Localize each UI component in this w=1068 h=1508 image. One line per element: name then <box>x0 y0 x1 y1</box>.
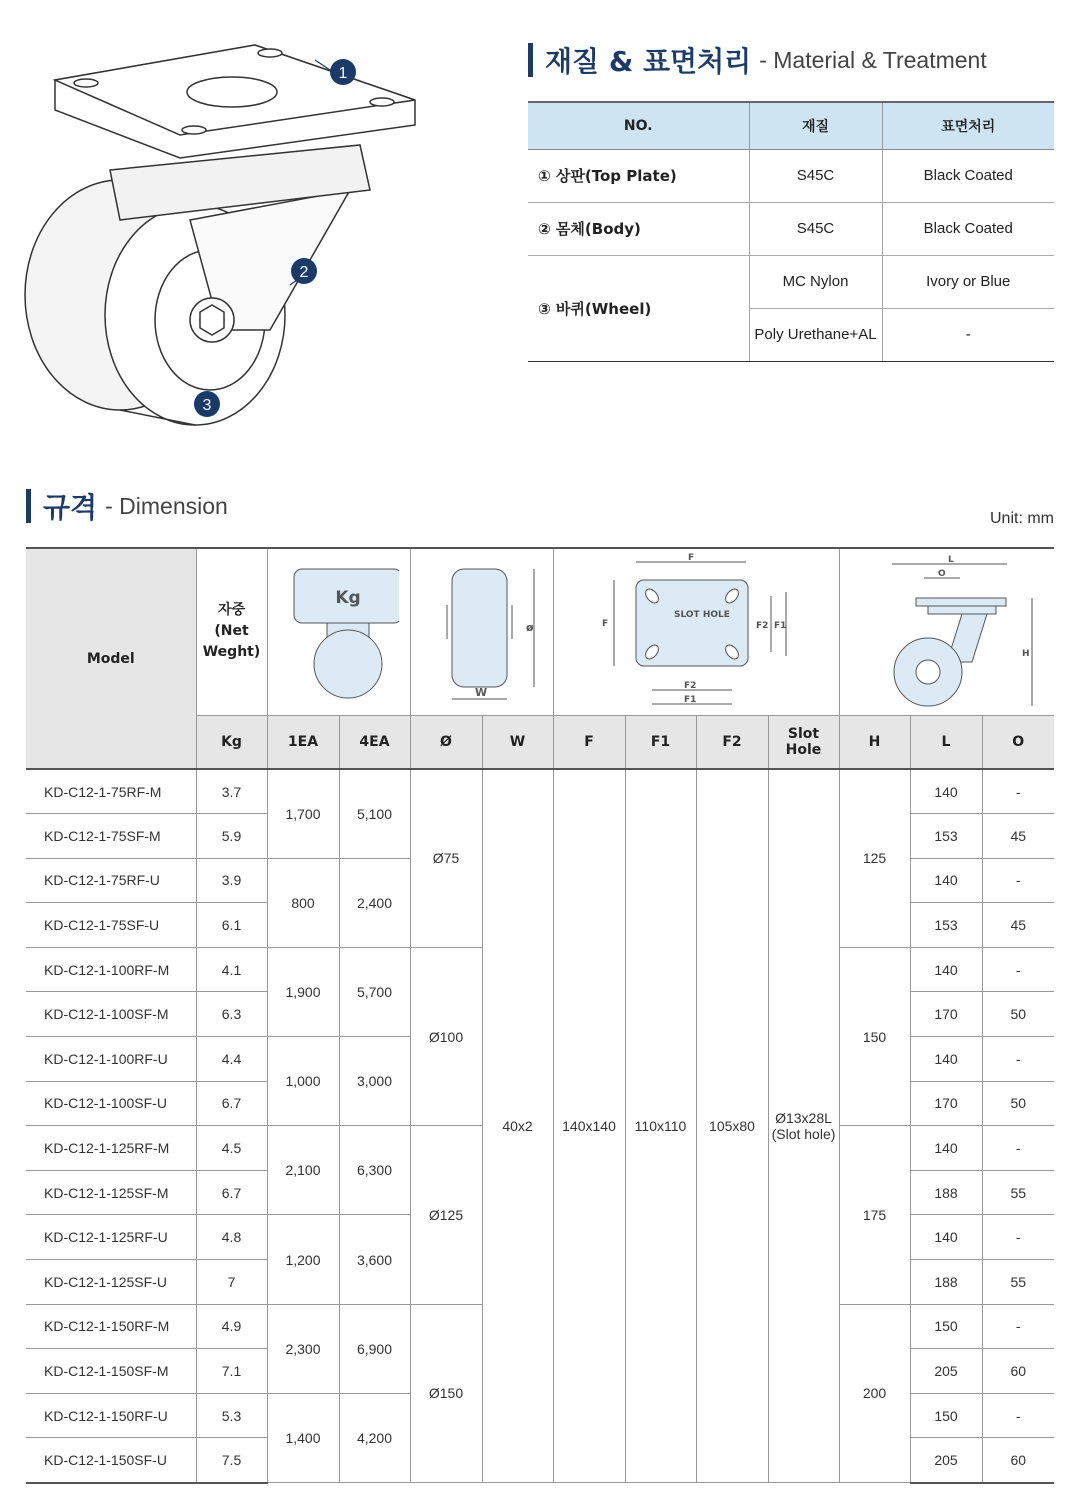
svg-text:Kg: Kg <box>334 587 361 608</box>
l-cell: 140 <box>910 1126 982 1171</box>
model-cell: KD-C12-1-150SF-M <box>26 1349 196 1394</box>
top-plate-diagram <box>553 548 839 715</box>
l-cell: 140 <box>910 1215 982 1260</box>
weight-cell: 6.7 <box>196 1170 267 1215</box>
weight-cell: 6.3 <box>196 992 267 1037</box>
svg-text:1: 1 <box>338 65 348 82</box>
header-diameter: Ø <box>410 715 482 769</box>
header-h: H <box>839 715 910 769</box>
l-cell: 188 <box>910 1170 982 1215</box>
unit-label: Unit: mm <box>990 510 1054 527</box>
weight-cell: 4.1 <box>196 947 267 992</box>
caster-illustration <box>20 40 440 430</box>
diameter-cell: Ø100 <box>410 947 482 1125</box>
height-cell: 200 <box>839 1304 910 1482</box>
load-1ea-cell: 1,000 <box>267 1037 339 1126</box>
load-4ea-cell: 6,300 <box>339 1126 410 1215</box>
svg-text:SLOT HOLE: SLOT HOLE <box>674 609 730 620</box>
slot-hole-size: Ø13x28L <box>775 1110 832 1126</box>
table-row <box>528 255 1054 308</box>
part-treatment: Black Coated <box>882 202 1054 255</box>
o-cell: 45 <box>982 814 1054 859</box>
model-cell: KD-C12-1-125RF-U <box>26 1215 196 1260</box>
header-4ea: 4EA <box>339 715 410 769</box>
weight-cell: 7 <box>196 1260 267 1305</box>
f1-cell: 110x110 <box>625 769 696 1483</box>
model-cell: KD-C12-1-150RF-M <box>26 1304 196 1349</box>
title-bar <box>528 43 533 77</box>
svg-text:F2: F2 <box>684 680 697 691</box>
header-o: O <box>982 715 1054 769</box>
l-cell: 153 <box>910 903 982 948</box>
part-material: Poly Urethane+AL <box>749 308 882 361</box>
l-cell: 205 <box>910 1349 982 1394</box>
header-f: F <box>553 715 625 769</box>
load-diagram <box>267 548 410 715</box>
f2-cell: 105x80 <box>696 769 768 1483</box>
dimension-title-en: - Dimension <box>105 492 228 519</box>
svg-text:F: F <box>688 552 695 563</box>
f-cell: 140x140 <box>553 769 625 1483</box>
model-cell: KD-C12-1-75SF-M <box>26 814 196 859</box>
load-1ea-cell: 2,300 <box>267 1304 339 1393</box>
load-1ea-cell: 1,700 <box>267 769 339 858</box>
material-header-material: 재질 <box>749 102 882 149</box>
header-net-weight: 자중 (Net Weght) <box>196 548 267 715</box>
side-view-diagram <box>839 548 1054 715</box>
wheel-width-diagram <box>410 548 553 715</box>
model-cell: KD-C12-1-100RF-M <box>26 947 196 992</box>
weight-cell: 3.9 <box>196 858 267 903</box>
o-cell: - <box>982 1037 1054 1082</box>
svg-text:F: F <box>602 618 609 629</box>
l-cell: 170 <box>910 1081 982 1126</box>
load-4ea-cell: 5,100 <box>339 769 410 858</box>
model-cell: KD-C12-1-75SF-U <box>26 903 196 948</box>
model-cell: KD-C12-1-125SF-U <box>26 1260 196 1305</box>
l-cell: 140 <box>910 1037 982 1082</box>
material-title-en: - Material & Treatment <box>759 46 987 73</box>
load-1ea-cell: 2,100 <box>267 1126 339 1215</box>
table-row <box>528 149 1054 202</box>
weight-cell: 4.9 <box>196 1304 267 1349</box>
part-treatment: Black Coated <box>882 149 1054 202</box>
svg-text:F1: F1 <box>684 694 697 705</box>
load-4ea-cell: 3,000 <box>339 1037 410 1126</box>
slot-hole-cell <box>768 769 839 1483</box>
o-cell: - <box>982 1304 1054 1349</box>
l-cell: 205 <box>910 1438 982 1483</box>
weight-cell: 4.5 <box>196 1126 267 1171</box>
model-cell: KD-C12-1-75RF-U <box>26 858 196 903</box>
l-cell: 140 <box>910 769 982 814</box>
o-cell: - <box>982 1215 1054 1260</box>
o-cell: 50 <box>982 1081 1054 1126</box>
weight-cell: 5.3 <box>196 1393 267 1438</box>
part-material: S45C <box>749 149 882 202</box>
header-1ea: 1EA <box>267 715 339 769</box>
svg-text:F1: F1 <box>774 620 787 631</box>
height-cell: 175 <box>839 1126 910 1304</box>
l-cell: 150 <box>910 1304 982 1349</box>
model-cell: KD-C12-1-100SF-M <box>26 992 196 1037</box>
weight-cell: 5.9 <box>196 814 267 859</box>
svg-text:H: H <box>1021 648 1030 659</box>
svg-text:L: L <box>947 554 954 565</box>
o-cell: 55 <box>982 1260 1054 1305</box>
weight-cell: 6.1 <box>196 903 267 948</box>
load-1ea-cell: 1,400 <box>267 1393 339 1482</box>
l-cell: 150 <box>910 1393 982 1438</box>
l-cell: 140 <box>910 947 982 992</box>
material-header-treatment: 표면처리 <box>882 102 1054 149</box>
header-kg: Kg <box>196 715 267 769</box>
material-section-title <box>528 40 987 80</box>
slot-hole-note: (Slot hole) <box>771 1126 836 1142</box>
header-slot-hole: Slot Hole <box>768 715 839 769</box>
model-cell: KD-C12-1-100SF-U <box>26 1081 196 1126</box>
o-cell: - <box>982 769 1054 814</box>
o-cell: 55 <box>982 1170 1054 1215</box>
model-cell: KD-C12-1-125SF-M <box>26 1170 196 1215</box>
o-cell: - <box>982 1393 1054 1438</box>
o-cell: 45 <box>982 903 1054 948</box>
dimension-section-title <box>26 486 228 526</box>
diameter-cell: Ø150 <box>410 1304 482 1482</box>
o-cell: 60 <box>982 1349 1054 1394</box>
load-1ea-cell: 1,200 <box>267 1215 339 1304</box>
load-1ea-cell: 1,900 <box>267 947 339 1036</box>
diameter-cell: Ø125 <box>410 1126 482 1304</box>
table-row <box>528 202 1054 255</box>
weight-cell: 3.7 <box>196 769 267 814</box>
model-cell: KD-C12-1-75RF-M <box>26 769 196 814</box>
table-row <box>26 769 1054 814</box>
o-cell: - <box>982 858 1054 903</box>
model-cell: KD-C12-1-100RF-U <box>26 1037 196 1082</box>
load-1ea-cell: 800 <box>267 858 339 947</box>
header-w: W <box>482 715 553 769</box>
dimension-table <box>26 547 1054 1484</box>
part-treatment: Ivory or Blue <box>882 255 1054 308</box>
material-table <box>528 101 1054 362</box>
load-4ea-cell: 4,200 <box>339 1393 410 1482</box>
weight-cell: 7.5 <box>196 1438 267 1483</box>
l-cell: 170 <box>910 992 982 1037</box>
part-treatment: - <box>882 308 1054 361</box>
o-cell: 60 <box>982 1438 1054 1483</box>
model-cell: KD-C12-1-150SF-U <box>26 1438 196 1483</box>
l-cell: 188 <box>910 1260 982 1305</box>
dimension-title-ko: 규격 <box>43 491 98 524</box>
header-l: L <box>910 715 982 769</box>
height-cell: 125 <box>839 769 910 947</box>
load-4ea-cell: 2,400 <box>339 858 410 947</box>
svg-text:F2: F2 <box>756 620 769 631</box>
svg-text:O: O <box>937 568 946 579</box>
svg-text:3: 3 <box>202 397 212 414</box>
dimension-table-body <box>26 769 1054 1483</box>
svg-text:2: 2 <box>299 264 309 281</box>
part-label: ② 몸체(Body) <box>528 202 749 255</box>
weight-cell: 4.4 <box>196 1037 267 1082</box>
model-cell: KD-C12-1-125RF-M <box>26 1126 196 1171</box>
weight-cell: 7.1 <box>196 1349 267 1394</box>
part-label: ① 상판(Top Plate) <box>528 149 749 202</box>
o-cell: - <box>982 1126 1054 1171</box>
part-material: S45C <box>749 202 882 255</box>
part-label: ③ 바퀴(Wheel) <box>528 255 749 361</box>
w-cell: 40x2 <box>482 769 553 1483</box>
header-f2: F2 <box>696 715 768 769</box>
svg-text:ø: ø <box>525 620 534 634</box>
material-header-no: NO. <box>528 102 749 149</box>
o-cell: - <box>982 947 1054 992</box>
material-title-ko: 재질 & 표면처리 <box>545 45 752 78</box>
weight-cell: 4.8 <box>196 1215 267 1260</box>
load-4ea-cell: 6,900 <box>339 1304 410 1393</box>
load-4ea-cell: 3,600 <box>339 1215 410 1304</box>
model-cell: KD-C12-1-150RF-U <box>26 1393 196 1438</box>
header-model: Model <box>26 548 196 769</box>
title-bar <box>26 489 31 523</box>
height-cell: 150 <box>839 947 910 1125</box>
o-cell: 50 <box>982 992 1054 1037</box>
l-cell: 153 <box>910 814 982 859</box>
weight-cell: 6.7 <box>196 1081 267 1126</box>
part-material: MC Nylon <box>749 255 882 308</box>
l-cell: 140 <box>910 858 982 903</box>
header-f1: F1 <box>625 715 696 769</box>
diameter-cell: Ø75 <box>410 769 482 947</box>
svg-text:W: W <box>474 685 487 699</box>
load-4ea-cell: 5,700 <box>339 947 410 1036</box>
